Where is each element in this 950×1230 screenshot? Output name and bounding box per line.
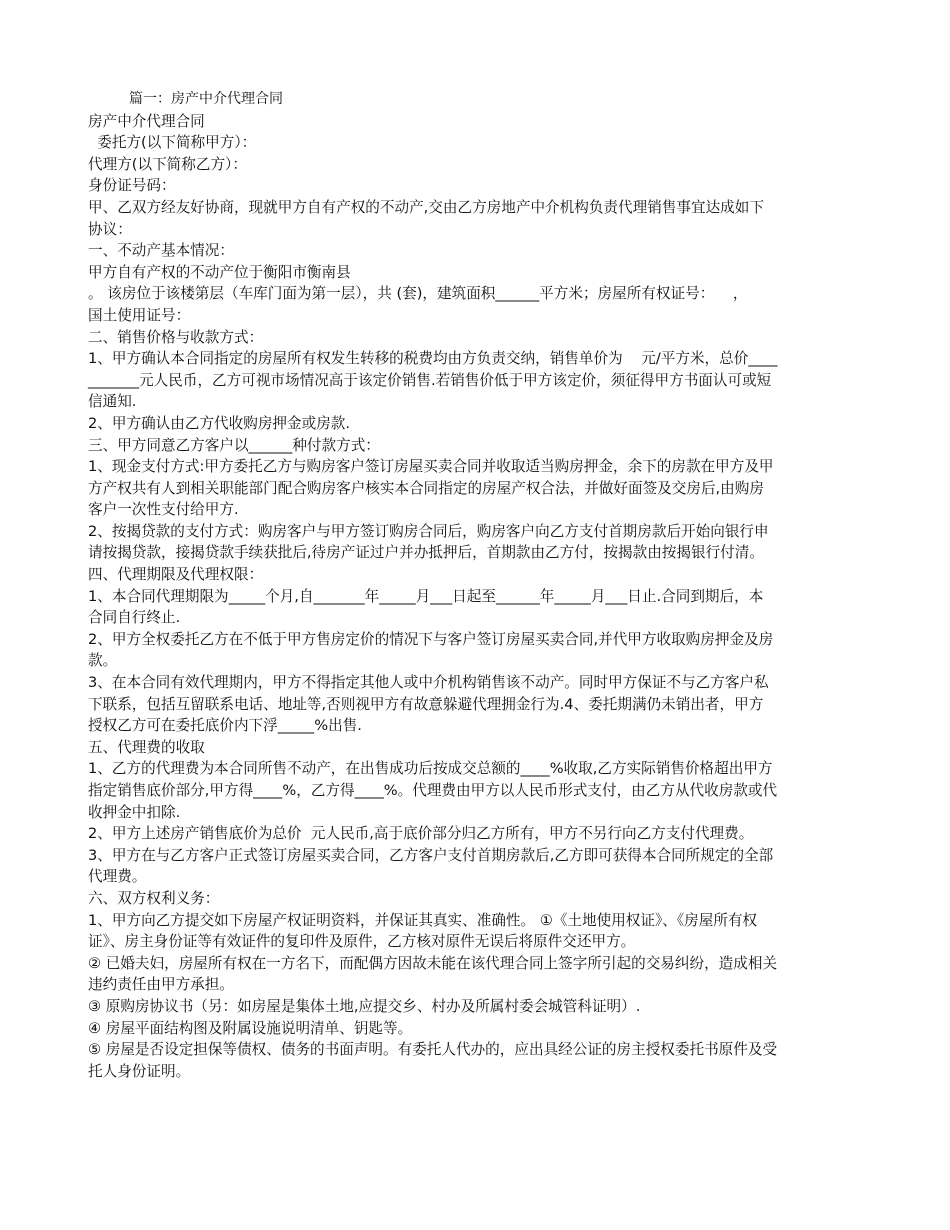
text-line: 。 该房位于该楼第层（车库门面为第一层），共 (套)，建筑面积______平方米；房屋所有权证号： ，	[88, 285, 748, 303]
text-line: 甲方自有产权的不动产位于衡阳市衡南县	[88, 263, 351, 281]
text-line: 国土使用证号：	[88, 306, 191, 324]
document-heading: 篇一：房产中介代理合同	[129, 91, 283, 107]
text-line: 授权乙方可在委托底价内下浮_____%出售.	[88, 717, 362, 735]
text-line: 信通知.	[88, 393, 137, 411]
document-page	[88, 89, 868, 1082]
text-line: ② 已婚夫妇，房屋所有权在一方名下，而配偶方因故未能在该代理合同上签字所引起的交易纠纷，造成相关	[88, 954, 778, 972]
text-line: 1、现金支付方式:甲方委托乙方与购房客户签订房屋买卖合同并收取适当购房押金，余下的房款在甲方及甲	[88, 458, 774, 476]
text-line: 四、代理期限及代理权限：	[88, 566, 264, 584]
text-line: 违约责任由甲方承担。	[88, 976, 234, 994]
text-line: 客户一次性支付给甲方.	[88, 501, 239, 519]
text-line: 2、甲方全权委托乙方在不低于甲方售房定价的情况下与客户签订房屋买卖合同,并代甲方收取购房押金及房	[88, 630, 774, 648]
text-line: 代理方(以下简称乙方）：	[88, 155, 247, 173]
text-line: 2、甲方上述房产销售底价为总价 元人民币,高于底价部分归乙方所有，甲方不另行向乙方支付代理费。	[88, 825, 754, 843]
text-line: 五、代理费的收取	[88, 738, 205, 756]
text-line: 下联系，包括互留联系电话、地址等,否则视甲方有故意躲避代理拥金行为.4、委托期满仍未销出者，甲方	[88, 695, 764, 713]
text-line: ③ 原购房协议书（另：如房屋是集体土地,应提交乡、村办及所属村委会城管科证明）.	[88, 997, 641, 1015]
text-line: 证》、房主身份证等有效证件的复印件及原件，乙方核对原件无误后将原件交还甲方。	[88, 933, 636, 951]
text-line: 委托方(以下简称甲方）：	[88, 134, 257, 152]
text-line: 一、不动产基本情况：	[88, 242, 234, 260]
text-line: 代理费。	[88, 868, 147, 886]
text-line: 身份证号码：	[88, 177, 176, 195]
text-line: 方产权共有人到相关职能部门配合购房客户核实本合同指定的房屋产权合法，并做好面签及交房后,由购房	[88, 479, 764, 497]
text-line: 六、双方权利义务：	[88, 889, 220, 907]
text-line: 1、本合同代理期限为_____个月,自_______年_____月___日起至______年_____月___日止.合同到期后，本	[88, 587, 764, 605]
text-line: 收押金中扣除.	[88, 803, 181, 821]
text-line: 2、甲方确认由乙方代收购房押金或房款.	[88, 414, 351, 432]
text-line: 甲、乙双方经友好协商，现就甲方自有产权的不动产,交由乙方房地产中介机构负责代理销售事宜达成如下	[88, 198, 764, 216]
text-line: _______元人民币，乙方可视市场情况高于该定价销售.若销售价低于甲方该定价，须征得甲方书面认可或短	[88, 371, 772, 389]
text-line: 三、甲方同意乙方客户以______种付款方式：	[88, 436, 380, 454]
text-line: 指定销售底价部分,甲方得____%，乙方得____%。代理费由甲方以人民币形式支付，由乙方从代收房款或代	[88, 782, 778, 799]
text-line: 1、甲方确认本合同指定的房屋所有权发生转移的税费均由方负责交纳，销售单价为 元/平方米，总价____	[88, 350, 778, 368]
text-line: 款。	[88, 652, 118, 670]
text-line: 3、在本合同有效代理期内，甲方不得指定其他人或中介机构销售该不动产。同时甲方保证不与乙方客户私	[88, 674, 769, 692]
text-line: ④ 房屋平面结构图及附属设施说明清单、钥匙等。	[88, 1019, 413, 1037]
text-line: 3、甲方在与乙方客户正式签订房屋买卖合同，乙方客户支付首期房款后,乙方即可获得本合同所规定的全部	[88, 846, 774, 864]
text-line: 合同自行终止.	[88, 609, 181, 627]
text-line: 托人身份证明。	[88, 1062, 191, 1080]
text-line: 二、销售价格与收款方式：	[88, 328, 264, 346]
text-line: 协议：	[88, 220, 132, 238]
text-line: 房产中介代理合同	[88, 112, 205, 130]
text-line: 1、甲方向乙方提交如下房屋产权证明资料，并保证其真实、准确性。 ①《土地使用权证》、《房屋所有权	[88, 911, 758, 929]
text-line: 2、按揭贷款的支付方式：购房客户与甲方签订购房合同后，购房客户向乙方支付首期房款后开始向银行申	[88, 522, 769, 540]
text-line: 请按揭贷款，接揭贷款手续获批后,待房产证过户并办抵押后，首期款由乙方付，按揭款由按揭银行付清。	[88, 544, 764, 562]
text-line: 1、乙方的代理费为本合同所售不动产，在出售成功后按成交总额的____%收取,乙方实际销售价格超出甲方	[88, 760, 773, 778]
text-line: ⑤ 房屋是否设定担保等债权、债务的书面声明。有委托人代办的，应出具经公证的房主授权委托书原件及受	[88, 1041, 778, 1059]
